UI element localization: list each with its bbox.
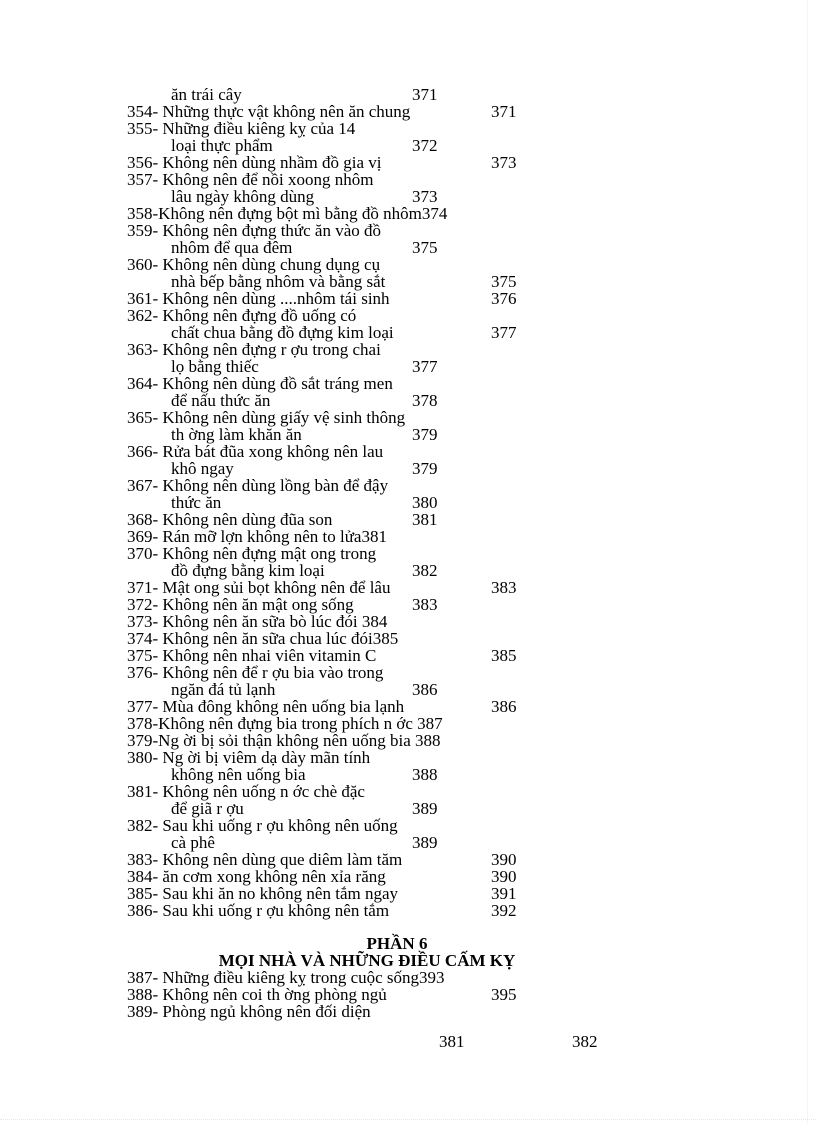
toc-entry bbox=[127, 596, 547, 613]
toc-entry-page: 371 bbox=[412, 85, 438, 104]
toc-entry-text: 382- Sau khi uống r ợu không nên uống bbox=[127, 816, 398, 835]
toc-entry-page: 392 bbox=[491, 901, 517, 920]
section-heading bbox=[127, 935, 607, 969]
toc-entry bbox=[127, 120, 547, 137]
toc-entry-text: để nấu thức ăn bbox=[171, 391, 271, 410]
toc-entry bbox=[127, 205, 547, 222]
toc-entry bbox=[127, 834, 547, 851]
right-page-number: 382 bbox=[572, 1032, 598, 1051]
toc-entry-page: 395 bbox=[491, 985, 517, 1004]
toc-entry bbox=[127, 460, 547, 477]
toc-entry bbox=[127, 375, 547, 392]
toc-entry bbox=[127, 358, 547, 375]
toc-entry-page: 377 bbox=[491, 323, 517, 342]
toc-entry bbox=[127, 783, 547, 800]
toc-entry bbox=[127, 443, 547, 460]
toc-entry-text: 376- Không nên để r ợu bia vào trong bbox=[127, 663, 384, 682]
toc-entry bbox=[127, 630, 547, 647]
toc-entry-text: 359- Không nên đựng thức ăn vào đồ bbox=[127, 221, 382, 240]
toc-entry-text: 388- Không nên coi th ờng phòng ngủ bbox=[127, 985, 387, 1004]
toc-entry bbox=[127, 698, 547, 715]
toc-entry-page: 382 bbox=[412, 561, 438, 580]
toc-entry bbox=[127, 494, 547, 511]
part-number: PHẦN 6 bbox=[366, 934, 428, 953]
toc-entry-page: 375 bbox=[412, 238, 438, 257]
toc-entry bbox=[127, 986, 547, 1003]
toc-entry bbox=[127, 477, 547, 494]
toc-entry bbox=[127, 613, 547, 630]
toc-entry-page: 385 bbox=[491, 646, 517, 665]
toc-entry-page: 371 bbox=[491, 102, 517, 121]
table-of-contents bbox=[127, 86, 547, 919]
toc-entry-text: lọ bằng thiếc bbox=[171, 357, 259, 376]
toc-entry-text: nhà bếp bằng nhôm và bằng sắt bbox=[171, 272, 386, 291]
toc-entry-page: 389 bbox=[412, 833, 438, 852]
toc-entry bbox=[127, 681, 547, 698]
toc-entry bbox=[127, 562, 547, 579]
toc-entry-page: 379 bbox=[412, 459, 438, 478]
toc-entry bbox=[127, 902, 547, 919]
toc-entry bbox=[127, 851, 547, 868]
section-title: MỌI NHÀ VÀ NHỮNG ĐIỀU CẤM KỴ bbox=[218, 951, 516, 970]
toc-entry-text: khô ngay bbox=[171, 459, 234, 478]
toc-entry bbox=[127, 341, 547, 358]
toc-entry bbox=[127, 256, 547, 273]
toc-entry-page: 380 bbox=[412, 493, 438, 512]
toc-entry-text: cà phê bbox=[171, 833, 215, 852]
toc-entry-text: loại thực phẩm bbox=[171, 136, 273, 155]
toc-entry bbox=[127, 511, 547, 528]
toc-entry bbox=[127, 290, 547, 307]
toc-entry-page: 389 bbox=[412, 799, 438, 818]
toc-entry bbox=[127, 545, 547, 562]
toc-entry-text: 361- Không nên dùng ....nhôm tái sinh bbox=[127, 289, 390, 308]
toc-entry-text: 366- Rửa bát đũa xong không nên lau bbox=[127, 442, 384, 461]
toc-entry bbox=[127, 392, 547, 409]
toc-entry-text: 364- Không nên dùng đồ sắt tráng men bbox=[127, 374, 393, 393]
toc-entry-text: 372- Không nên ăn mật ong sống bbox=[127, 595, 354, 614]
toc-entry-page: 373 bbox=[412, 187, 438, 206]
toc-entry-page: 383 bbox=[491, 578, 517, 597]
toc-entry bbox=[127, 749, 547, 766]
toc-entry-text: 357- Không nên để nồi xoong nhôm bbox=[127, 170, 374, 189]
toc-entry-text: 365- Không nên dùng giấy vệ sinh thông bbox=[127, 408, 406, 427]
toc-entry bbox=[127, 1003, 547, 1020]
toc-entry-page: 379 bbox=[412, 425, 438, 444]
toc-entry-text: lâu ngày không dùng bbox=[171, 187, 315, 206]
toc-entry-page: 386 bbox=[491, 697, 517, 716]
toc-entry-text: th ờng làm khăn ăn bbox=[171, 425, 302, 444]
table-of-contents-continued bbox=[127, 969, 547, 1020]
toc-entry-page: 373 bbox=[491, 153, 517, 172]
toc-entry-text: 355- Những điều kiêng kỵ của 14 bbox=[127, 119, 356, 138]
toc-entry-text: 363- Không nên đựng r ợu trong chai bbox=[127, 340, 381, 359]
left-page-number: 381 bbox=[439, 1032, 465, 1051]
toc-entry-text: 374- Không nên ăn sữa chua lúc đói385 bbox=[127, 629, 399, 648]
toc-entry-text: 368- Không nên dùng đũa son bbox=[127, 510, 333, 529]
toc-entry bbox=[127, 647, 547, 664]
toc-entry bbox=[127, 715, 547, 732]
toc-entry-text: 380- Ng ời bị viêm dạ dày mãn tính bbox=[127, 748, 371, 767]
toc-entry bbox=[127, 171, 547, 188]
toc-entry-text: 371- Mật ong sủi bọt không nên để lâu bbox=[127, 578, 391, 597]
toc-entry-page: 391 bbox=[491, 884, 517, 903]
toc-entry bbox=[127, 732, 547, 749]
toc-entry-text: 370- Không nên đựng mật ong trong bbox=[127, 544, 377, 563]
bottom-dotted-border bbox=[0, 1119, 816, 1121]
toc-entry-text: 387- Những điều kiêng kỵ trong cuộc sống393 bbox=[127, 968, 445, 987]
toc-entry bbox=[127, 766, 547, 783]
toc-entry-page: 390 bbox=[491, 867, 517, 886]
toc-entry bbox=[127, 817, 547, 834]
toc-entry-text: 367- Không nên dùng lồng bàn để đậy bbox=[127, 476, 389, 495]
toc-entry-text: 386- Sau khi uống r ợu không nên tắm bbox=[127, 901, 390, 920]
toc-entry-page: 378 bbox=[412, 391, 438, 410]
toc-entry-text: để giã r ợu bbox=[171, 799, 244, 818]
toc-entry-text: 358-Không nên đựng bột mì bằng đồ nhôm374 bbox=[127, 204, 448, 223]
toc-entry-text: 384- ăn cơm xong không nên xỉa răng bbox=[127, 867, 386, 886]
toc-entry bbox=[127, 969, 547, 986]
toc-entry bbox=[127, 137, 547, 154]
toc-entry-text: nhôm để qua đêm bbox=[171, 238, 293, 257]
toc-entry bbox=[127, 528, 547, 545]
toc-entry-page: 377 bbox=[412, 357, 438, 376]
toc-entry-page: 390 bbox=[491, 850, 517, 869]
toc-entry-page: 388 bbox=[412, 765, 438, 784]
toc-entry-text: 389- Phòng ngủ không nên đối diện bbox=[127, 1002, 371, 1021]
toc-entry bbox=[127, 664, 547, 681]
toc-entry-text: 379-Ng ời bị sỏi thận không nên uống bia 388 bbox=[127, 731, 441, 750]
toc-entry-text: 356- Không nên dùng nhầm đồ gia vị bbox=[127, 153, 382, 172]
toc-entry-page: 386 bbox=[412, 680, 438, 699]
toc-entry-text: 373- Không nên ăn sữa bò lúc đói 384 bbox=[127, 612, 388, 631]
toc-entry-page: 381 bbox=[412, 510, 438, 529]
toc-entry-text: 375- Không nên nhai viên vitamin C bbox=[127, 646, 377, 665]
toc-entry bbox=[127, 409, 547, 426]
toc-entry-text: 362- Không nên đựng đồ uống có bbox=[127, 306, 357, 325]
toc-entry-text: 383- Không nên dùng que diêm làm tăm bbox=[127, 850, 403, 869]
toc-entry-text: 360- Không nên dùng chung dụng cụ bbox=[127, 255, 381, 274]
toc-entry bbox=[127, 154, 547, 171]
toc-entry bbox=[127, 324, 547, 341]
toc-entry-text: 369- Rán mỡ lợn không nên to lửa381 bbox=[127, 527, 387, 546]
toc-entry bbox=[127, 86, 547, 103]
toc-entry-text: 377- Mùa đông không nên uống bia lạnh bbox=[127, 697, 405, 716]
toc-entry bbox=[127, 188, 547, 205]
toc-entry-text: ăn trái cây bbox=[171, 85, 242, 104]
toc-entry bbox=[127, 103, 547, 120]
toc-entry-text: chất chua bằng đồ đựng kim loại bbox=[171, 323, 394, 342]
toc-entry bbox=[127, 800, 547, 817]
toc-entry-text: ngăn đá tủ lạnh bbox=[171, 680, 276, 699]
right-dotted-border bbox=[807, 0, 809, 1123]
toc-entry bbox=[127, 868, 547, 885]
toc-entry bbox=[127, 307, 547, 324]
toc-entry-text: 378-Không nên đựng bia trong phích n ớc 387 bbox=[127, 714, 443, 733]
toc-entry-page: 383 bbox=[412, 595, 438, 614]
toc-entry-text: không nên uống bia bbox=[171, 765, 306, 784]
toc-entry bbox=[127, 273, 547, 290]
toc-entry bbox=[127, 239, 547, 256]
toc-entry-text: 354- Những thực vật không nên ăn chung bbox=[127, 102, 411, 121]
toc-entry-page: 372 bbox=[412, 136, 438, 155]
toc-entry bbox=[127, 222, 547, 239]
toc-entry-text: đồ đựng bằng kim loại bbox=[171, 561, 325, 580]
toc-entry-text: 385- Sau khi ăn no không nên tắm ngay bbox=[127, 884, 399, 903]
toc-entry bbox=[127, 885, 547, 902]
toc-entry-page: 375 bbox=[491, 272, 517, 291]
toc-entry bbox=[127, 426, 547, 443]
toc-entry-text: 381- Không nên uống n ớc chè đặc bbox=[127, 782, 365, 801]
toc-entry bbox=[127, 579, 547, 596]
toc-entry-text: thức ăn bbox=[171, 493, 222, 512]
toc-entry-page: 376 bbox=[491, 289, 517, 308]
